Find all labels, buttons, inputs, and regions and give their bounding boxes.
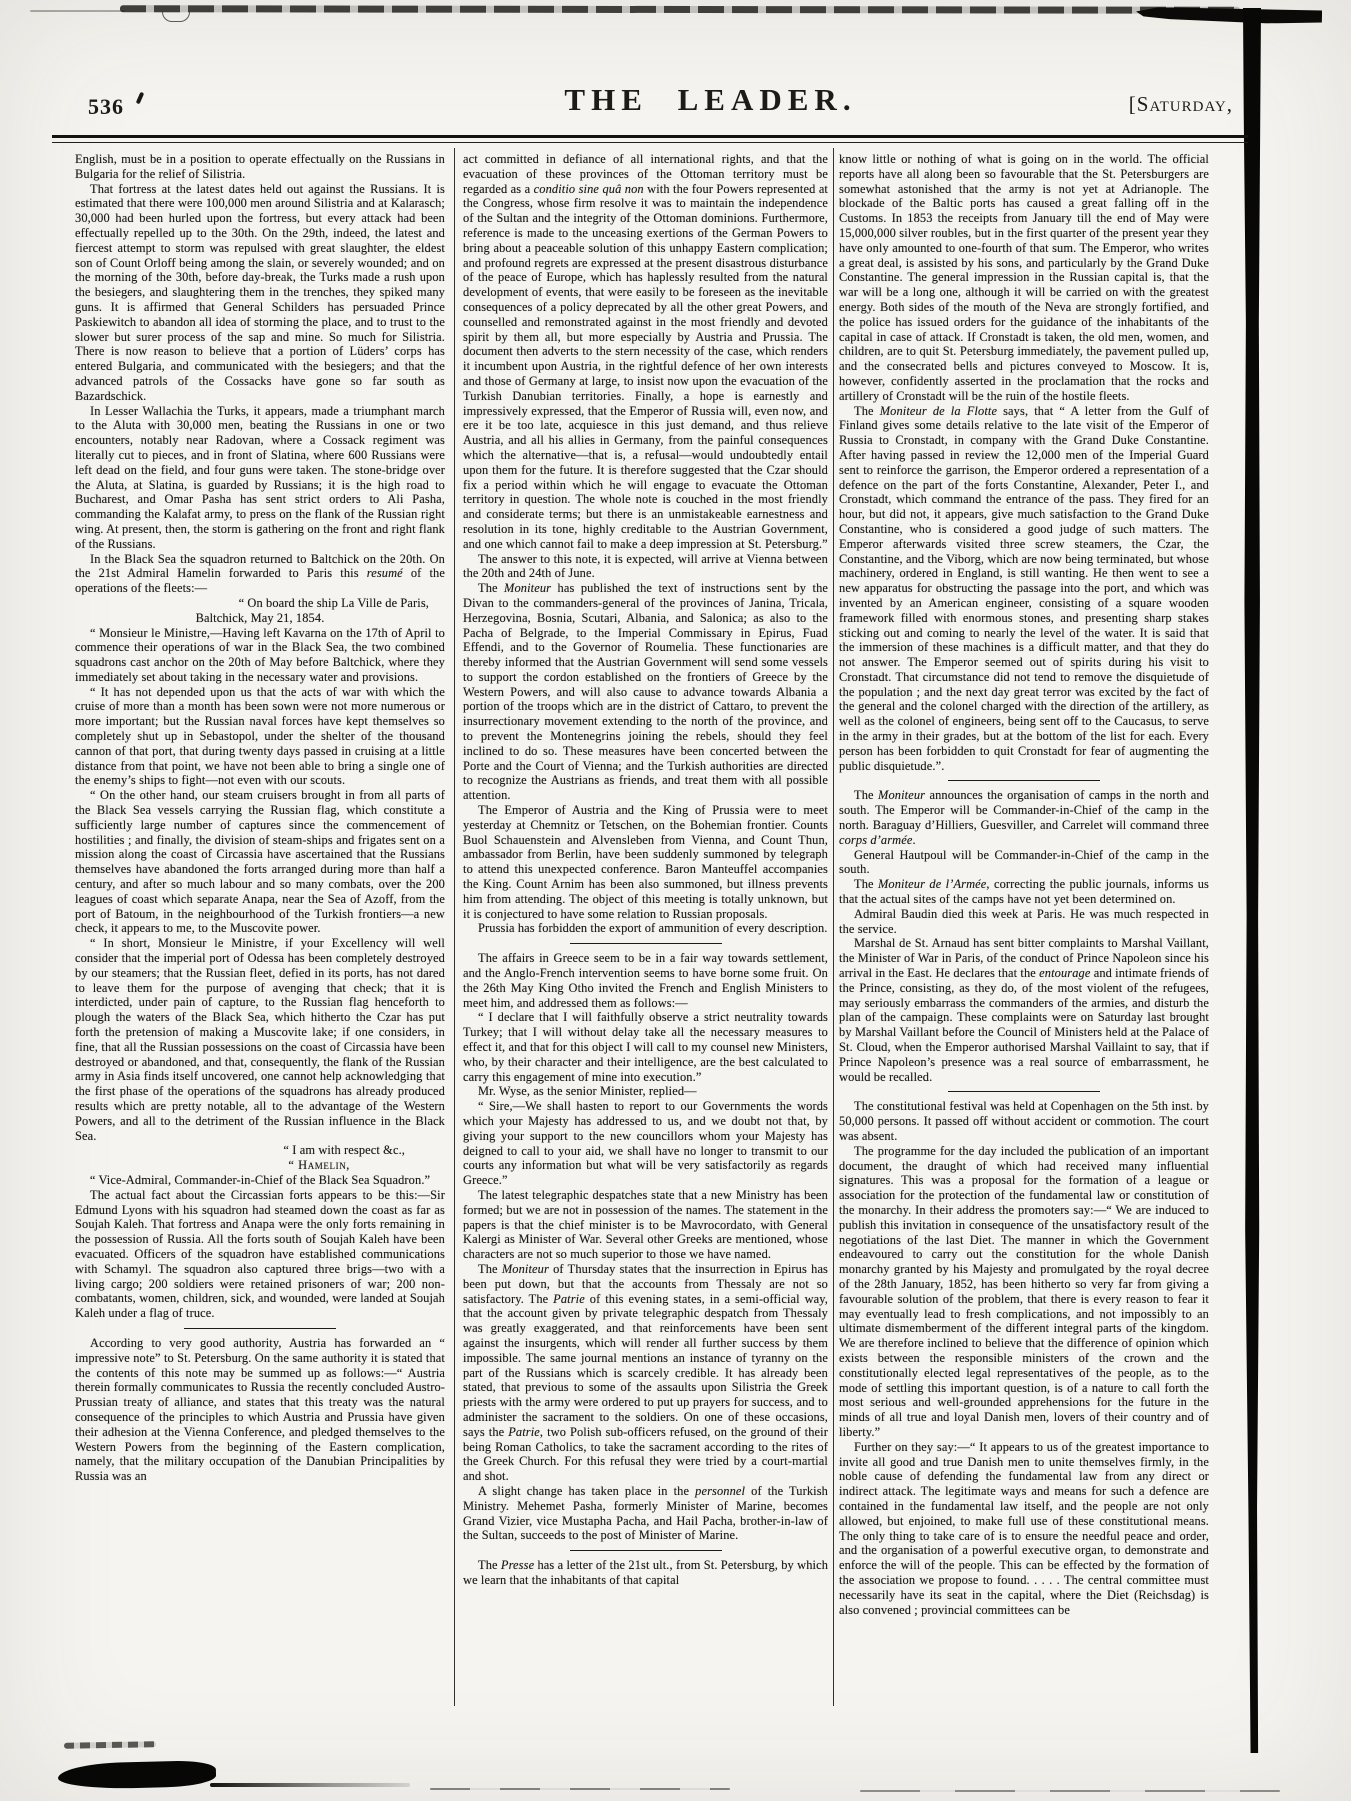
ink-scratch-bottom-left <box>64 1741 156 1749</box>
page-number: 536 <box>88 94 124 119</box>
ink-smudge-bottom-left <box>58 1760 217 1790</box>
text-column-2 <box>463 152 828 1588</box>
article-paragraph: Admiral Baudin died this week at Paris. He was much respected in the service. <box>839 906 1209 936</box>
article-paragraph: “ On board the ship La Ville de Paris, <box>238 595 429 610</box>
article-paragraph: “ In short, Monsieur le Ministre, if your Excellency will well consider that the imperial port of Odessa has been completely destroyed by our steamers; that the Russian fleet, defied in its ports, has not dared to leave them for the purpose of avenging that check; that it is interdicted, under pain of capture, to the Russian flag henceforth to plough the waters of the Black Sea, which hitherto the Czar has put forth the pretension of making a Muscovite lake; if one considers, in fine, that all the Russian possessions on the coast of Circassia have been destroyed or abandoned, and that, consequently, the flank of the Russian army in Asia finds itself uncovered, one cannot help acknowledging that the first phase of the operations of the squadrons has already produced results which are pretty notable, all to the advantage of the Western Powers, and all to the detriment of the Russian influence in the Black Sea. <box>75 936 445 1143</box>
article-paragraph: “ Sire,—We shall hasten to report to our Governments the words which your Majesty has addressed to us, and we doubt not that, by giving your support to the new councillors whom your Majesty has deigned to call to your aid, we shall have no longer to transmit to our courts any information but what will be very satisfactorily as regards Greece.” <box>463 1099 828 1188</box>
article-paragraph: “ It has not depended upon us that the acts of war with which the cruise of more than a month has been sown were not more numerous or more important; but the Russian naval forces have kept themselves so completely shut up in Sebastopol, under the shelter of the thousand cannon of that port, that during twenty days passed in cruising at a little distance from that point, we have not been able to bring a single one of the enemy’s ships to fight—not even with our scouts. <box>75 684 445 788</box>
article-paragraph: Prussia has forbidden the export of ammunition of every description. <box>478 921 828 936</box>
article-paragraph: “ Monsieur le Ministre,—Having left Kavarna on the 17th of April to commence their operations of war in the Black Sea, the two combined squadrons cast anchor on the 20th of May before Baltchick, where they immediately set about taking in the necessary water and provisions. <box>75 625 445 684</box>
article-paragraph: Marshal de St. Arnaud has sent bitter complaints to Marshal Vaillant, the Minister of War in Paris, of the conduct of Prince Napoleon since his arrival in the East. He declares that the entourage and intimate friends of the Prince, consisting, as they do, of the most violent of the refugees, may seriously embarrass the commanders of the armies, and disturb the plan of the campaign. These complaints were on Saturday last brought by Marshal Vaillant before the Council of Ministers held at the Palace of St. Cloud, when the Emperor authorised Marshal Vaillaint to say, that if Prince Napoleon’s presence was a real source of embarrassment, he would be recalled. <box>839 936 1209 1084</box>
article-paragraph: The Moniteur of Thursday states that the insurrection in Epirus has been put down, but that the accounts from Thessaly are not so satisfactory. The Patrie of this evening states, in a semi-official way, that the account given by private telegraphic despatch from Thessaly was greatly exaggerated, and that reinforcements have been sent against the insurgents, which will render all further success by them impossible. The same journal mentions an instance of tyranny on the part of the Russians which is scarcely credible. It has already been stated, that previous to some of the assaults upon Silistria the Greek priests with the army were ordered to put up prayers for success, and to administer the sacrament to the soldiers. On one of these occasions, says the Patrie, two Polish sub-officers refused, on the ground of their being Roman Catholics, to take the sacrament according to the rites of the Greek Church. For this refusal they were tried by a court-martial and shot. <box>463 1261 828 1484</box>
article-paragraph: The Emperor of Austria and the King of Prussia were to meet yesterday at Chemnitz or Tetschen, on the Bohemian frontier. Counts Buol Schauenstein and Alvensleben from Vienna, and Count Thun, ambassador from Berlin, have been suddenly summoned by telegraph to attend this unexpected conference. Baron Manteuffel accompanies the King. Count Arnim has been also summoned, but illness prevents him from attending. The object of this meeting is totally unknown, but it is conjectured to have some relation to Russian proposals. <box>463 803 828 921</box>
article-paragraph: According to very good authority, Austria has forwarded an “ impressive note” to St. Petersburg. On the same authority it is stated that the contents of this note may be summed up as follows:—“ Austria therein formally communicates to Russia the recently concluded Austro-Prussian treaty of alliance, and states that this treaty was the natural consequence of the principles to which Austria and Prussia have given their adhesion at the Vienna Conference, and pledged themselves to the Western Powers from the beginning of the Eastern complication, namely, that the military occupation of the Danubian Principalities by Russia was an <box>75 1335 445 1484</box>
scan-streak-top-right <box>1136 7 1322 24</box>
article-paragraph: The Presse has a letter of the 21st ult., from St. Petersburg, by which we learn that the inhabitants of that capital <box>463 1558 828 1587</box>
article-paragraph: The Moniteur announces the organisation of camps in the north and south. The Emperor will be Commander-in-Chief of the camp in the north. Baraguay d’Hilliers, Guesviller, and Carrelet will command three corps d’armée. <box>839 788 1209 847</box>
article-paragraph: The Moniteur has published the text of instructions sent by the Divan to the commanders-general of the provinces of Janina, Tricala, Herzegovina, Bosnia, Scutari, Albania, and Salonica; as also to the Pacha of Belgrade, to the Imperial Commissary in Epirus, Fuad Effendi, and to the Governor of Roumelia. These functionaries are thereby informed that the Austrian Government will send some vessels to support the cordon established on the frontiers of Greece by the Western Powers, and will also cause to advance towards Albania a portion of the troops which are in the district of Cattaro, to prevent the insurrectionary movement extending to the north of the province, and to prevent the Montenegrins joining the rebels, should they feel inclined to do so. These measures have been concerted between the Porte and the Court of Vienna; and the Turkish authorities are directed to recognize the Austrians as friends, and treat them with all possible attention. <box>463 581 828 803</box>
article-paragraph: “ On the other hand, our steam cruisers brought in from all parts of the Black Sea vessels carrying the Russian flag, which constitute a sufficiently large number of captures since the commencement of hostilities ; and finally, the division of steam-ships and frigates sent on a mission along the coast of Circassia have ascertained that the Russians themselves have abandoned the forts arranged during more than half a century, and after so much labour and so many combats, over the 200 leagues of coast which separate Anapa, near the Sea of Azoff, from the port of Batoum, in the neighbourhood of the Turkish frontiers—a new check, it appears to me, to the Muscovite power. <box>75 788 445 936</box>
header-double-rule <box>52 135 1248 143</box>
article-paragraph: The constitutional festival was held at Copenhagen on the 5th inst. by 50,000 persons. It passed off without accident or commotion. The court was absent. <box>839 1099 1209 1143</box>
article-paragraph: The actual fact about the Circassian forts appears to be this:—Sir Edmund Lyons with his squadron had steamed down the coast as far as Soujah Kaleh. That fortress and Anapa were the only forts remaining in the possession of Russia. All the forts south of Soujah Kaleh have been evacuated. Officers of the squadron have established communications with Schamyl. The squadron also captured three brigs—two with a living cargo; 200 soldiers were retained prisoners of war; 200 non-combatants, women, children, sick, and wounded, were landed at Soujah Kaleh under a flag of truce. <box>75 1187 445 1321</box>
article-paragraph: “ I declare that I will faithfully observe a strict neutrality towards Turkey; that I will without delay take all the necessary measures to effect it, and that for this object I will call to my counsel new Ministers, who, by their character and their intelligence, are the best calculated to carry this engagement of mine into execution.” <box>463 1010 828 1084</box>
date-marker: [Saturday, <box>1128 92 1233 116</box>
article-paragraph: The Moniteur de la Flotte says, that “ A letter from the Gulf of Finland gives some details relative to the late visit of the Emperor of Russia to Cronstadt, in company with the Grand Duke Constantine. After having passed in review the 12,000 men of the Imperial Guard sent to reinforce the garrison, the Emperor ordered a representation of a defence on the part of the forts Constantine, Alexander, Peter I., and Cronstadt, which command the entrance of the pass. They fired for an hour, but did not, it appears, give much satisfaction to the Grand Duke Constantine, who is considered a good judge of such matters. The Emperor afterwards visited three screw steamers, the Czar, the Constantine, and the Viborg, which are now being terminated, but whose machinery, ordered in England, is still wanting. He then went to see a new apparatus for obstructing the passage into the port, and which was invented by an American engineer, consisting of a square wooden framework filled with enormous stones, and presenting sharp stakes sticking out and coming to nearly the level of the water. It is said that the immersion of these machines is a difficult matter, and that they do not answer. The Emperor seemed out of spirits during his visit to Cronstadt. That circumstance did not tend to remove the disquietude of the population ; and the next day great terror was excited by the fact of the general and the colonel charged with the direction of the artillery, as well as the colonel of engineers, being sent off to the Caucasus, to serve in the army in their grades, but at the bottom of the list for each. Every person has been forbidden to quit Cronstadt for fear of augmenting the public disquietude.”. <box>839 403 1209 773</box>
section-divider-rule <box>948 780 1100 781</box>
article-paragraph: The Moniteur de l’Armée, correcting the public journals, informs us that the actual sites of the camps have not yet been determined on. <box>839 877 1209 907</box>
article-paragraph: “ I am with respect &c., <box>283 1143 405 1158</box>
article-paragraph: General Hautpoul will be Commander-in-Chief of the camp in the south. <box>839 847 1209 877</box>
article-paragraph: The latest telegraphic despatches state that a new Ministry has been formed; but we are not in possession of the names. The statement in the papers is that the chief minister is to be Mavrocordato, with General Kalergi as Minister of War. Several other Greeks are mentioned, whose characters are not so much superior to those we have named. <box>463 1187 828 1262</box>
section-divider-rule <box>570 943 722 944</box>
ink-smudge-tail <box>210 1783 410 1787</box>
scan-scratch-top-left <box>30 10 125 12</box>
article-paragraph: Further on they say:—“ It appears to us of the greatest importance to invite all good and true Danish men to unite themselves firmly, in the noble cause of defending the fundamental law from any direct or indirect attack. The legitimate ways and means for such a defence are contained in the fundamental law itself, and the people are not only allowed, but enjoined, to make full use of these constitutional means. The only thing to take care of is to ensure the needful peace and order, and the organisation of a powerful executive organ, to demonstrate and enforce the will of the people. This can be effected by the formation of the association we propose to found. . . . . The central committee must necessarily have its seat in the capital, where the Diet (Reichsdag) is also convened ; provincial committees can be <box>839 1439 1209 1617</box>
article-paragraph: In the Black Sea the squadron returned to Baltchick on the 20th. On the 21st Admiral Hamelin forwarded to Paris this resumé of the operations of the fleets:— <box>75 551 445 596</box>
article-paragraph: The affairs in Greece seem to be in a fair way towards settlement, and the Anglo-French intervention seems to have borne some fruit. On the 26th May King Otho invited the French and English Ministers to meet him, and addressed them as follows:— <box>463 951 828 1010</box>
ink-smudge-tail-2 <box>430 1788 730 1790</box>
scan-scratch-curl <box>162 12 190 22</box>
text-column-1 <box>75 152 445 1484</box>
article-paragraph: act committed in defiance of all international rights, and that the evacuation of these provinces of the Ottoman territory must be regarded as a conditio sine quâ non with the four Powers represented at the Congress, whose firm resolve it was to maintain the independence of the Sultan and the integrity of the Ottoman dominions. Furthermore, reference is made to the unceasing exertions of the German Powers to bring about a peaceable solution of this unhappy Eastern complication; and profound regrets are expressed at the present disastrous disturbance of the peace of Europe, which has haplessly resulted from the natural development of events, that were easily to be foreseen as the inevitable consequences of a policy deprecated by all the other great Powers, and counselled and remonstrated against in the most friendly and devoted spirit by them all, but more especially by Austria and Prussia. The document then adverts to the stern necessity of the case, which renders it incumbent upon Austria, in the rightful defence of her own interests and those of Germany at large, to insist now upon the evacuation of the Turkish Danubian territories. Finally, a hope is earnestly and impressively expressed, that the Emperor of Russia will, even now, and ere it be too late, acquiesce in this just demand, and thus relieve Austria, and all his allies in Germany, from the painful consequences which the alternative—that is, a refusal—would undoubtedly entail upon them for the future. It is therefore suggested that the Czar should fix a period within which he will engage to evacuate the Ottoman territory in question. The whole note is couched in the most friendly and considerate terms; but there is an unmistakeable earnestness and resolution in its tone, highly creditable to the Austrian Government, and one which cannot fail to make a deep impression at St. Petersburg.” <box>463 152 828 551</box>
article-paragraph: Baltchick, May 21, 1854. <box>195 610 325 625</box>
ink-smudge-tail-3 <box>860 1790 1280 1792</box>
section-divider-rule <box>948 1091 1100 1092</box>
section-divider-rule <box>184 1328 336 1329</box>
article-paragraph: That fortress at the latest dates held out against the Russians. It is estimated that there were 100,000 men around Silistria and at Kalarasch; 30,000 had been hurled upon the fortress, but every attack had been effectually repelled up to the 30th. On the 29th, indeed, the latest and fiercest attempt to storm was repulsed with great slaughter, the eldest son of Count Orloff being among the slain, or severely wounded; and on the morning of the 30th, before day-break, the Turks made a rush upon the besiegers, and slaughtering them in the trenches, they spiked many guns. It is affirmed that General Schilders has persuaded Prince Paskiewitch to abandon all idea of storming the place, and to trust to the slower but surer process of the sap and mine. So much for Silistria. There is now reason to believe that a portion of Lüders’ corps has entered Bulgaria, and communicated with the besiegers; and that the advanced patrols of the Cossacks have gone so far south as Bazardschick. <box>75 181 445 403</box>
article-paragraph: Mr. Wyse, as the senior Minister, replied— <box>478 1084 697 1099</box>
article-paragraph: In Lesser Wallachia the Turks, it appears, made a triumphant march to the Aluta with 30,000 men, beating the Russians in one or two encounters, notably near Radovan, where a Cossack regiment was literally cut to pieces, and in front of Slatina, where 600 Russians were left dead on the field, and four guns were taken. The stone-bridge over the Aluta, at Slatina, is guarded by Russians; it is the high road to Bucharest, and Omar Pasha has sent strict orders to Ali Pasha, commanding the Kalafat army, to press on the flank of the Russian right wing. At present, then, the storm is gathering on the front and right flank of the Russians. <box>75 403 445 551</box>
article-paragraph: “ Vice-Admiral, Commander-in-Chief of the Black Sea Squadron.” <box>89 1172 431 1187</box>
text-column-3 <box>839 152 1209 1617</box>
article-paragraph: English, must be in a position to operate effectually on the Russians in Bulgaria for the relief of Silistria. <box>75 152 445 181</box>
column-divider-2 <box>833 148 834 1706</box>
scan-scratch-top <box>120 5 1240 14</box>
section-divider-rule <box>570 1550 722 1551</box>
column-divider-1 <box>454 148 455 1706</box>
masthead-title: THE LEADER. <box>564 82 857 117</box>
article-paragraph: A slight change has taken place in the personnel of the Turkish Ministry. Mehemet Pasha, formerly Minister of Marine, becomes Grand Vizier, vice Mustapha Pacha, and Hail Pacha, brother-in-law of the Sultan, succeeds to the post of Minister of Marine. <box>463 1483 828 1543</box>
article-paragraph: The answer to this note, it is expected, will arrive at Vienna between the 20th and 24th of June. <box>463 551 828 581</box>
scan-streak-right-edge <box>1243 8 1261 1753</box>
article-paragraph: know little or nothing of what is going on in the world. The official reports have all along been so favourable that the St. Petersburgers are somewhat astonished that the army is not yet at Adrianople. The blockade of the Baltic ports has caused a great falling off in the Customs. In 1853 the receipts from January till the end of May were 15,000,000 silver roubles, but in the first quarter of the present year they have only amounted to one-fourth of that sum. The Emperor, who writes a great deal, is assisted by his sons, and particularly by the Grand Duke Constantine. The general impression in the Russian capital is, that the war will be a long one, although it will be carried on with the greatest energy. Both sides of the mouth of the Neva are strongly fortified, and the police has issued orders for the guidance of the inhabitants of the capital in case of attack. If Cronstadt is taken, the old men, women, and children, are to quit St. Petersburg immediately, the pavement pulled up, and the consecrated bells and pictures conveyed to Moscow. It is, however, confidently asserted in the proclamation that the rocks and artillery of Cronstadt will be the ruin of the hostile fleets. <box>839 152 1209 403</box>
article-paragraph: The programme for the day included the publication of an important document, the draught of which had received many influential signatures. This was a proposal for the formation of a league or association for the protection of the fundamental law or constitution of the monarchy. In their address the promoters say:—“ We are induced to publish this invitation in consequence of the unsatisfactory result of the negotiations of the last Diet. The manner in which the Government endeavoured to carry out the constitution for the whole Danish monarchy granted by his Majesty and promulgated by the royal decree of the 28th January, 1852, has been hitherto so very far from giving a favourable solution of the problem, that there is every reason to fear it may eventually lead to fresh complications, and not impossibly to an ultimate dismemberment of the different integral parts of the kingdom. We are therefore inclined to believe that the difference of opinion which exists between the responsible ministers of the crown and the constitutionally elected legal representatives of the people, as to the mode of settling this important question, is of a nature to call forth the most serious and well-grounded apprehensions for the future in the minds of all true and loyal Danish men, lovers of their country and of liberty.” <box>839 1143 1209 1439</box>
article-paragraph: “ Hamelin, <box>288 1158 350 1173</box>
